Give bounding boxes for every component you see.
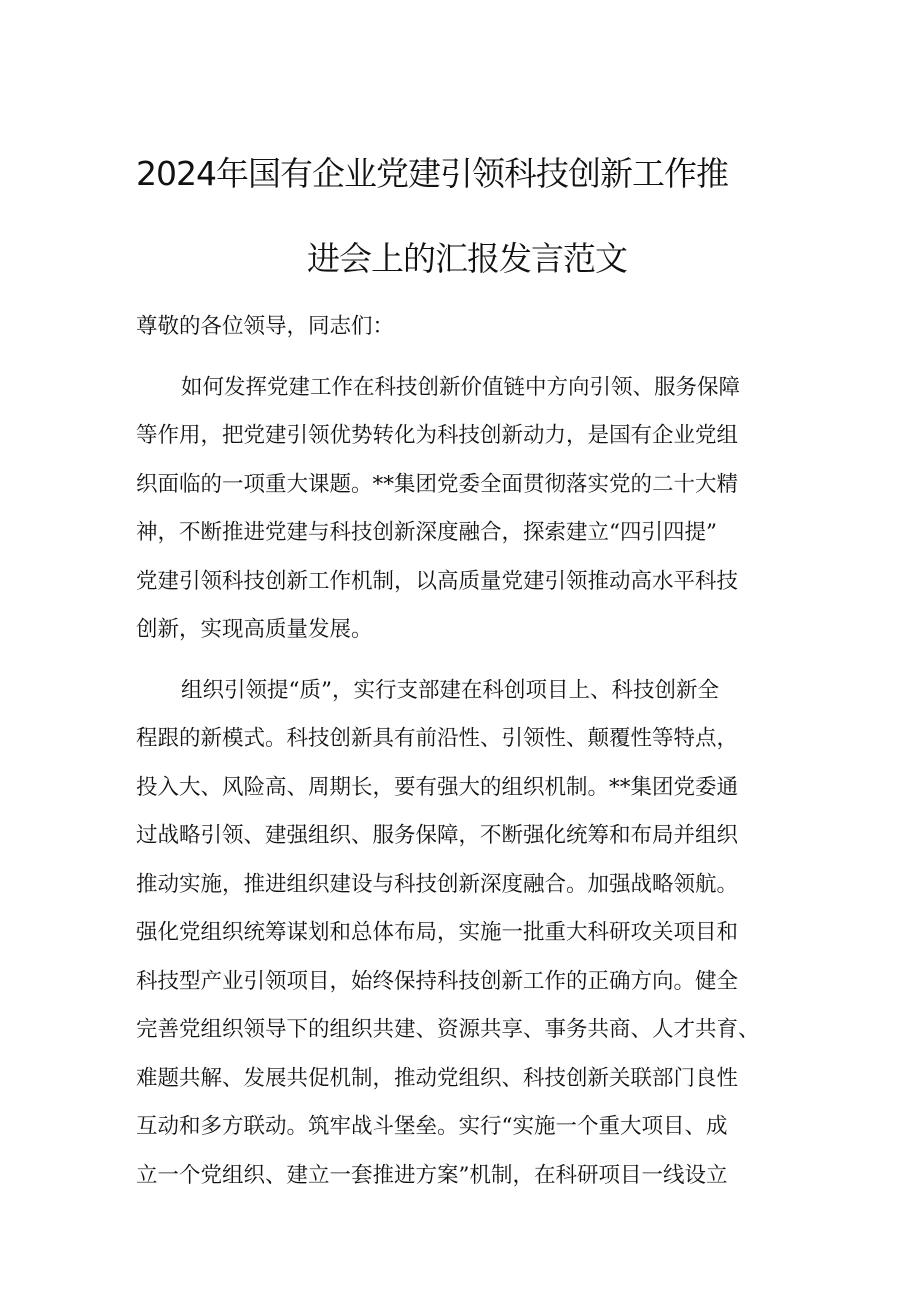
- paragraph-line: 组织引领提“质”，实行支部建在科创项目上、科技创新全: [181, 677, 719, 703]
- paragraph-gap: [136, 352, 796, 364]
- document-title-line-1: 2024年国有企业党建引领科技创新工作推: [136, 154, 728, 193]
- paragraph-line: 过战略引领、建强组织、服务保障，不断强化统筹和布局并组织: [136, 823, 739, 848]
- paragraph-line: 织面临的一项重大课题。**集团党委全面贯彻落实党的二十大精: [136, 471, 739, 497]
- paragraph-line: 科技型产业引领项目，始终保持科技创新工作的正确方向。健全: [136, 968, 739, 994]
- salutation: 尊敬的各位领导，同志们：: [136, 314, 395, 339]
- paragraph-gap: [136, 655, 796, 667]
- paragraph-1: [136, 364, 796, 655]
- document-title-line-2: 进会上的汇报发言范文: [307, 239, 627, 278]
- paragraph-line: 难题共解、发展共促机制，推动党组织、科技创新关联部门良性: [136, 1065, 739, 1091]
- paragraph-2: [136, 667, 796, 1201]
- document-body: [136, 303, 796, 1200]
- paragraph-line: 推动实施，推进组织建设与科技创新深度融合。加强战略领航。: [136, 871, 739, 897]
- paragraph-line: 立一个党组织、建立一套推进方案”机制，在科研项目一线设立: [136, 1162, 728, 1188]
- paragraph-line: 强化党组织统筹谋划和总体布局，实施一批重大科研攻关项目和: [136, 920, 739, 945]
- paragraph-line: 完善党组织领导下的组织共建、资源共享、事务共商、人才共育、: [136, 1017, 760, 1042]
- paragraph-line: 神，不断推进党建与科技创新深度融合，探索建立“四引四提”: [136, 520, 717, 545]
- paragraph-line: 党建引领科技创新工作机制，以高质量党建引领推动高水平科技: [136, 568, 739, 594]
- paragraph-line: 等作用，把党建引领优势转化为科技创新动力，是国有企业党组: [136, 423, 739, 448]
- paragraph-line: 如何发挥党建工作在科技创新价值链中方向引领、服务保障: [181, 374, 741, 400]
- paragraph-line: 投入大、风险高、周期长，要有强大的组织机制。**集团党委通: [136, 774, 739, 800]
- paragraph-line: 创新，实现高质量发展。: [136, 617, 373, 642]
- paragraph-line: 互动和多方联动。筑牢战斗堡垒。实行“实施一个重大项目、成: [136, 1114, 728, 1139]
- paragraph-line: 程跟的新模式。科技创新具有前沿性、引领性、颠覆性等特点，: [136, 726, 739, 751]
